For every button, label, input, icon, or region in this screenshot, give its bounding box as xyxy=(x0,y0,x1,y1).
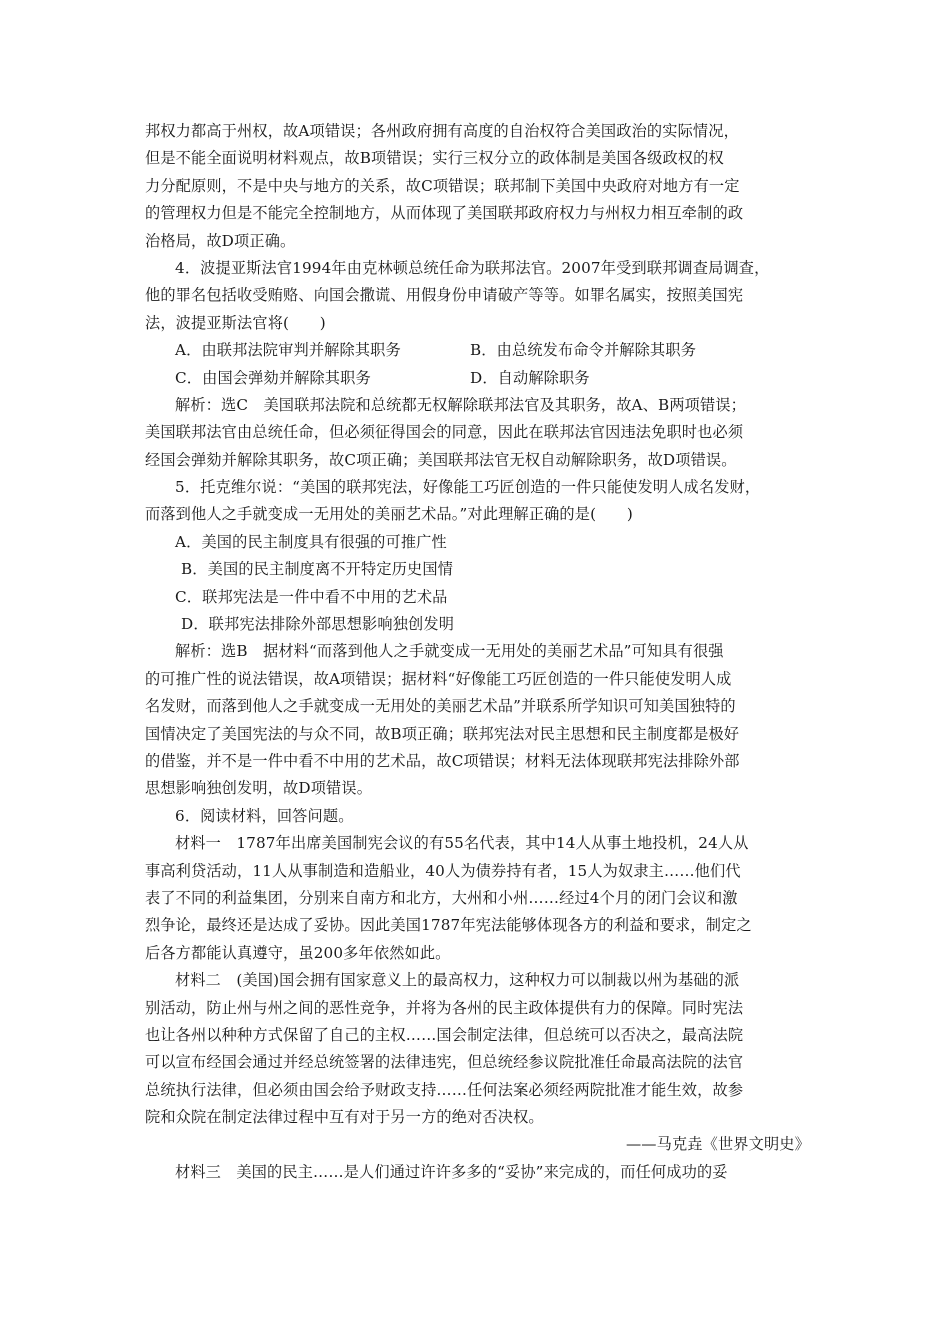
text-line: 治格局，故D项正确。 xyxy=(145,231,296,250)
text-line: 的借鉴，并不是一件中看不中用的艺术品，故C项错误；材料无法体现联邦宪法排除外部 xyxy=(145,751,740,770)
option-text: C．由国会弹劾并解除其职务 xyxy=(175,368,371,387)
text-line: 但是不能全面说明材料观点，故B项错误；实行三权分立的政体制是美国各级政权的权 xyxy=(145,149,724,168)
text-line: 总统执行法律，但必须由国会给予财政支持……任何法案必须经两院批准才能生效，故参 xyxy=(145,1080,744,1099)
text-line: D．联邦宪法排除外部思想影响独创发明 xyxy=(181,615,455,634)
text-line: 事高利贷活动，11人从事制造和造船业，40人为债券持有者，15人为奴隶主……他们代 xyxy=(145,861,741,880)
citation-line: ——马克垚《世界文明史》 xyxy=(625,1135,810,1154)
text-line: 的管理权力但是不能完全控制地方，从而体现了美国联邦政府权力与州权力相互牵制的政 xyxy=(145,204,744,223)
text-line: 的可推广性的说法错误，故A项错误；据材料“好像能工巧匠创造的一件只能使发明人成 xyxy=(145,669,732,688)
text-line: 经国会弹劾并解除其职务，故C项正确；美国联邦法官无权自动解除职务，故D项错误。 xyxy=(145,450,737,469)
text-line: 名发财，而落到他人之手就变成一无用处的美丽艺术品”并联系所学知识可知美国独特的 xyxy=(145,697,736,716)
text-line: 4．波提亚斯法官1994年由克林顿总统任命为联邦法官。2007年受到联邦调查局调查， xyxy=(175,258,770,277)
text-line: A．美国的民主制度具有很强的可推广性 xyxy=(175,532,447,551)
text-line: 邦权力都高于州权，故A项错误；各州政府拥有高度的自治权符合美国政治的实际情况， xyxy=(145,122,739,140)
text-line: 后各方都能认真遵守，虽200多年依然如此。 xyxy=(145,943,451,962)
text-line: 院和众院在制定法律过程中互有对于另一方的绝对否决权。 xyxy=(145,1108,544,1127)
document-page xyxy=(145,118,810,1186)
text-line: C．联邦宪法是一件中看不中用的艺术品 xyxy=(175,587,448,606)
text-line: 美国联邦法官由总统任命，但必须征得国会的同意，因此在联邦法官因违法免职时也必须 xyxy=(145,423,744,442)
text-line: 解析：选B 据材料“而落到他人之手就变成一无用处的美丽艺术品”可知具有很强 xyxy=(175,642,724,661)
text-line: 也让各州以种种方式保留了自己的主权……国会制定法律，但总统可以否决之，最高法院 xyxy=(145,1025,744,1044)
text-line: 6．阅读材料，回答问题。 xyxy=(175,806,354,825)
text-line: 可以宣布经国会通过并经总统签署的法律违宪，但总统经参议院批准任命最高法院的法官 xyxy=(145,1053,744,1072)
text-line: 法，波提亚斯法官将( ) xyxy=(145,313,326,332)
text-line: 材料一 1787年出席美国制宪会议的有55名代表，其中14人从事土地投机，24人从 xyxy=(175,834,749,853)
text-line: 表了不同的利益集团，分别来自南方和北方，大州和小州……经过4个月的闭门会议和激 xyxy=(145,888,738,907)
text-line: 力分配原则，不是中央与地方的关系，故C项错误；联邦制下美国中央政府对地方有一定 xyxy=(145,176,740,195)
text-line: 材料二 (美国)国会拥有国家意义上的最高权力，这种权力可以制裁以州为基础的派 xyxy=(175,971,740,990)
option-row xyxy=(145,337,810,364)
text-line: 烈争论，最终还是达成了妥协。因此美国1787年宪法能够体现各方的利益和要求，制定之 xyxy=(145,916,752,935)
text-line: 而落到他人之手就变成一无用处的美丽艺术品。”对此理解正确的是( ) xyxy=(145,505,633,524)
text-line: 材料三 美国的民主……是人们通过许许多多的“妥协”来完成的，而任何成功的妥 xyxy=(175,1162,728,1181)
option-text: B．由总统发布命令并解除其职务 xyxy=(470,341,697,360)
option-text: A．由联邦法院审判并解除其职务 xyxy=(175,341,401,360)
text-line: 国情决定了美国宪法的与众不同，故B项正确；联邦宪法对民主思想和民主制度都是极好 xyxy=(145,724,740,743)
text-line: 别活动，防止州与州之间的恶性竞争，并将为各州的民主政体提供有力的保障。同时宪法 xyxy=(145,998,744,1017)
text-line: 解析：选C 美国联邦法院和总统都无权解除联邦法官及其职务，故A、B两项错误； xyxy=(175,395,747,414)
text-line: 他的罪名包括收受贿赂、向国会撒谎、用假身份申请破产等等。如罪名属实，按照美国宪 xyxy=(145,286,744,305)
option-text: D．自动解除职务 xyxy=(470,368,590,387)
text-line: 5．托克维尔说：“美国的联邦宪法，好像能工巧匠创造的一件只能使发明人成名发财， xyxy=(175,478,761,497)
option-row xyxy=(145,365,810,392)
text-line: B．美国的民主制度离不开特定历史国情 xyxy=(181,560,454,579)
text-line: 思想影响独创发明，故D项错误。 xyxy=(145,779,373,798)
